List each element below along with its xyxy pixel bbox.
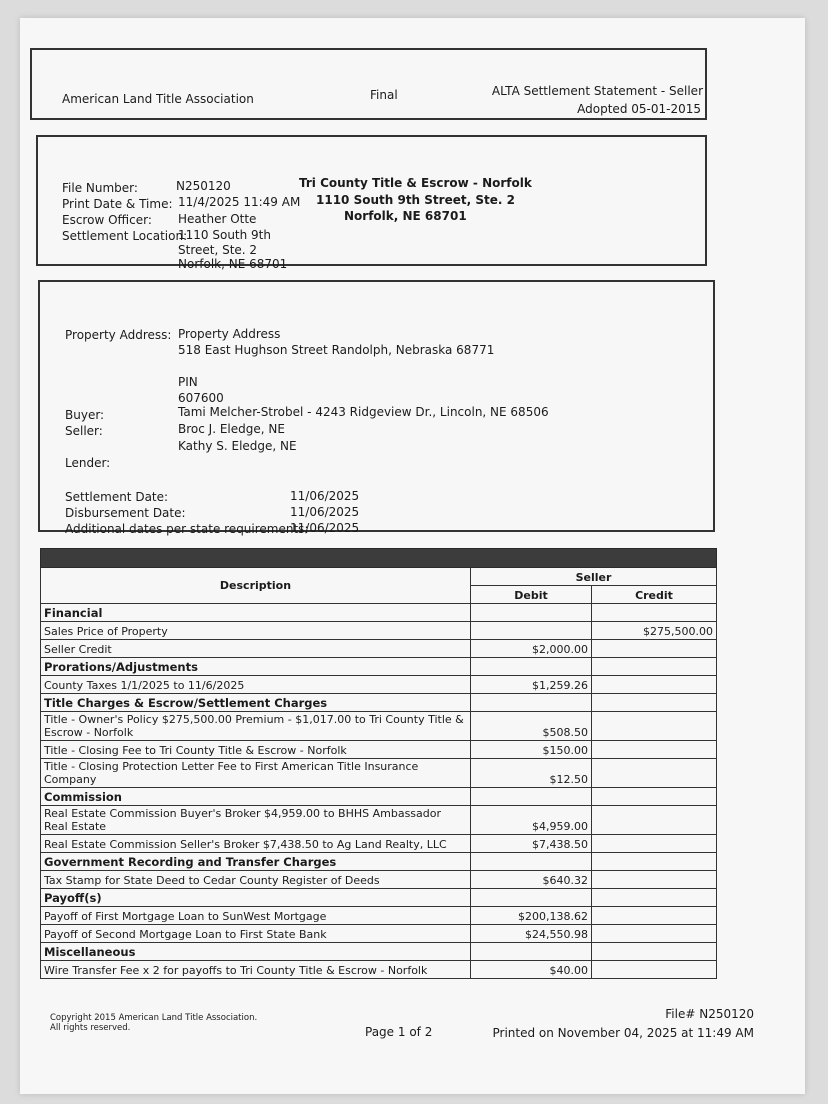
file-number-value: N250120 [176,179,231,193]
row-description: Tax Stamp for State Deed to Cedar County Register of Deeds [41,871,471,889]
table-row [41,712,717,741]
category-label: Government Recording and Transfer Charges [41,853,471,871]
row-debit [471,853,592,871]
table-row [41,806,717,835]
row-description: Title - Closing Protection Letter Fee to First American Title Insurance Company [41,759,471,788]
row-debit: $7,438.50 [471,835,592,853]
row-credit [592,788,717,806]
org-name: American Land Title Association [62,92,254,106]
row-debit: $508.50 [471,712,592,741]
escrow-officer-label: Escrow Officer: [62,213,152,227]
settlement-location-line1: 1110 South 9th [178,228,271,242]
row-credit: $275,500.00 [592,622,717,640]
copyright-line-1: Copyright 2015 American Land Title Association. [50,1013,258,1023]
seller-label: Seller: [65,424,103,438]
company-address-line2: Norfolk, NE 68701 [344,209,467,223]
adopted-date: Adopted 05-01-2015 [577,102,701,116]
company-name: Tri County Title & Escrow - Norfolk [299,176,532,190]
table-row [41,676,717,694]
row-credit [592,604,717,622]
category-row [41,694,717,712]
row-debit: $4,959.00 [471,806,592,835]
row-debit [471,658,592,676]
additional-dates-value: 11/06/2025 [290,521,360,535]
row-debit [471,622,592,640]
debit-header: Debit [471,586,592,604]
row-debit [471,788,592,806]
property-box [38,280,715,536]
category-label: Title Charges & Escrow/Settlement Charges [41,694,471,712]
file-number-label: File Number: [62,181,138,195]
seller-header: Seller [471,568,717,586]
settlement-location-line2: Street, Ste. 2 [178,243,258,257]
row-debit: $200,138.62 [471,907,592,925]
pin-label: PIN [178,375,198,389]
row-credit [592,943,717,961]
category-row [41,788,717,806]
category-label: Miscellaneous [41,943,471,961]
row-debit [471,694,592,712]
row-description: Seller Credit [41,640,471,658]
print-date-label: Print Date & Time: [62,197,173,211]
row-credit [592,806,717,835]
description-header: Description [41,568,471,604]
lender-label: Lender: [65,456,111,470]
row-credit [592,889,717,907]
table-row [41,925,717,943]
table-row [41,835,717,853]
row-credit [592,741,717,759]
row-debit: $150.00 [471,741,592,759]
category-label: Financial [41,604,471,622]
row-credit [592,640,717,658]
row-credit [592,871,717,889]
category-row [41,853,717,871]
category-row [41,943,717,961]
print-date-value: 11/4/2025 11:49 AM [178,195,301,209]
row-credit [592,712,717,741]
property-address-title: Property Address [178,327,281,341]
escrow-officer-value: Heather Otte [178,212,257,226]
settlement-location-label: Settlement Location: [62,229,188,243]
property-address-value: 518 East Hughson Street Randolph, Nebraska 68771 [178,343,495,357]
row-credit [592,835,717,853]
category-label: Commission [41,788,471,806]
row-debit: $24,550.98 [471,925,592,943]
table-row [41,961,717,979]
category-label: Payoff(s) [41,889,471,907]
table-row [41,759,717,788]
table-row [41,741,717,759]
table-row [41,871,717,889]
row-debit: $1,259.26 [471,676,592,694]
row-description: County Taxes 1/1/2025 to 11/6/2025 [41,676,471,694]
row-description: Payoff of Second Mortgage Loan to First State Bank [41,925,471,943]
copyright-line-2: All rights reserved. [50,1023,131,1033]
row-credit [592,853,717,871]
disbursement-date-label: Disbursement Date: [65,506,186,520]
buyer-label: Buyer: [65,408,105,422]
additional-dates-label: Additional dates per state requirements: [65,522,309,536]
status-final: Final [370,88,398,102]
category-row [41,889,717,907]
printed-on: Printed on November 04, 2025 at 11:49 AM [492,1026,754,1040]
row-debit [471,604,592,622]
row-debit: $2,000.00 [471,640,592,658]
table-header-band [41,549,717,568]
seller-value-1: Broc J. Eledge, NE [178,422,285,436]
settlement-date-value: 11/06/2025 [290,489,360,503]
settlement-location-line3: Norfolk, NE 68701 [178,257,288,271]
row-description: Real Estate Commission Seller's Broker $7,438.50 to Ag Land Realty, LLC [41,835,471,853]
company-address-line1: 1110 South 9th Street, Ste. 2 [316,193,515,207]
row-credit [592,925,717,943]
category-row [41,658,717,676]
settlement-date-label: Settlement Date: [65,490,169,504]
charges-table [40,548,716,979]
category-row [41,604,717,622]
row-description: Payoff of First Mortgage Loan to SunWest Mortgage [41,907,471,925]
category-label: Prorations/Adjustments [41,658,471,676]
settlement-info-box [36,135,707,271]
property-address-label: Property Address: [65,328,172,342]
file-number-footer: File# N250120 [665,1007,754,1021]
row-credit [592,676,717,694]
page-number: Page 1 of 2 [365,1025,433,1039]
table-header-row [41,568,717,586]
row-description: Sales Price of Property [41,622,471,640]
table-row [41,622,717,640]
row-description: Title - Owner's Policy $275,500.00 Premium - $1,017.00 to Tri County Title & Escrow - Norfolk [41,712,471,741]
form-title: ALTA Settlement Statement - Seller [491,84,703,98]
table-row [41,640,717,658]
row-debit: $640.32 [471,871,592,889]
row-debit [471,889,592,907]
row-credit [592,694,717,712]
row-credit [592,759,717,788]
row-description: Title - Closing Fee to Tri County Title & Escrow - Norfolk [41,741,471,759]
row-debit: $12.50 [471,759,592,788]
row-debit [471,943,592,961]
row-credit [592,961,717,979]
row-description: Wire Transfer Fee x 2 for payoffs to Tri County Title & Escrow - Norfolk [41,961,471,979]
pin-value: 607600 [178,391,224,405]
row-debit: $40.00 [471,961,592,979]
header-box [30,48,707,120]
row-description: Real Estate Commission Buyer's Broker $4,959.00 to BHHS Ambassador Real Estate [41,806,471,835]
table-row [41,907,717,925]
buyer-value: Tami Melcher-Strobel - 4243 Ridgeview Dr., Lincoln, NE 68506 [178,405,549,419]
seller-value-2: Kathy S. Eledge, NE [178,439,297,453]
disbursement-date-value: 11/06/2025 [290,505,360,519]
row-credit [592,658,717,676]
row-credit [592,907,717,925]
credit-header: Credit [592,586,717,604]
